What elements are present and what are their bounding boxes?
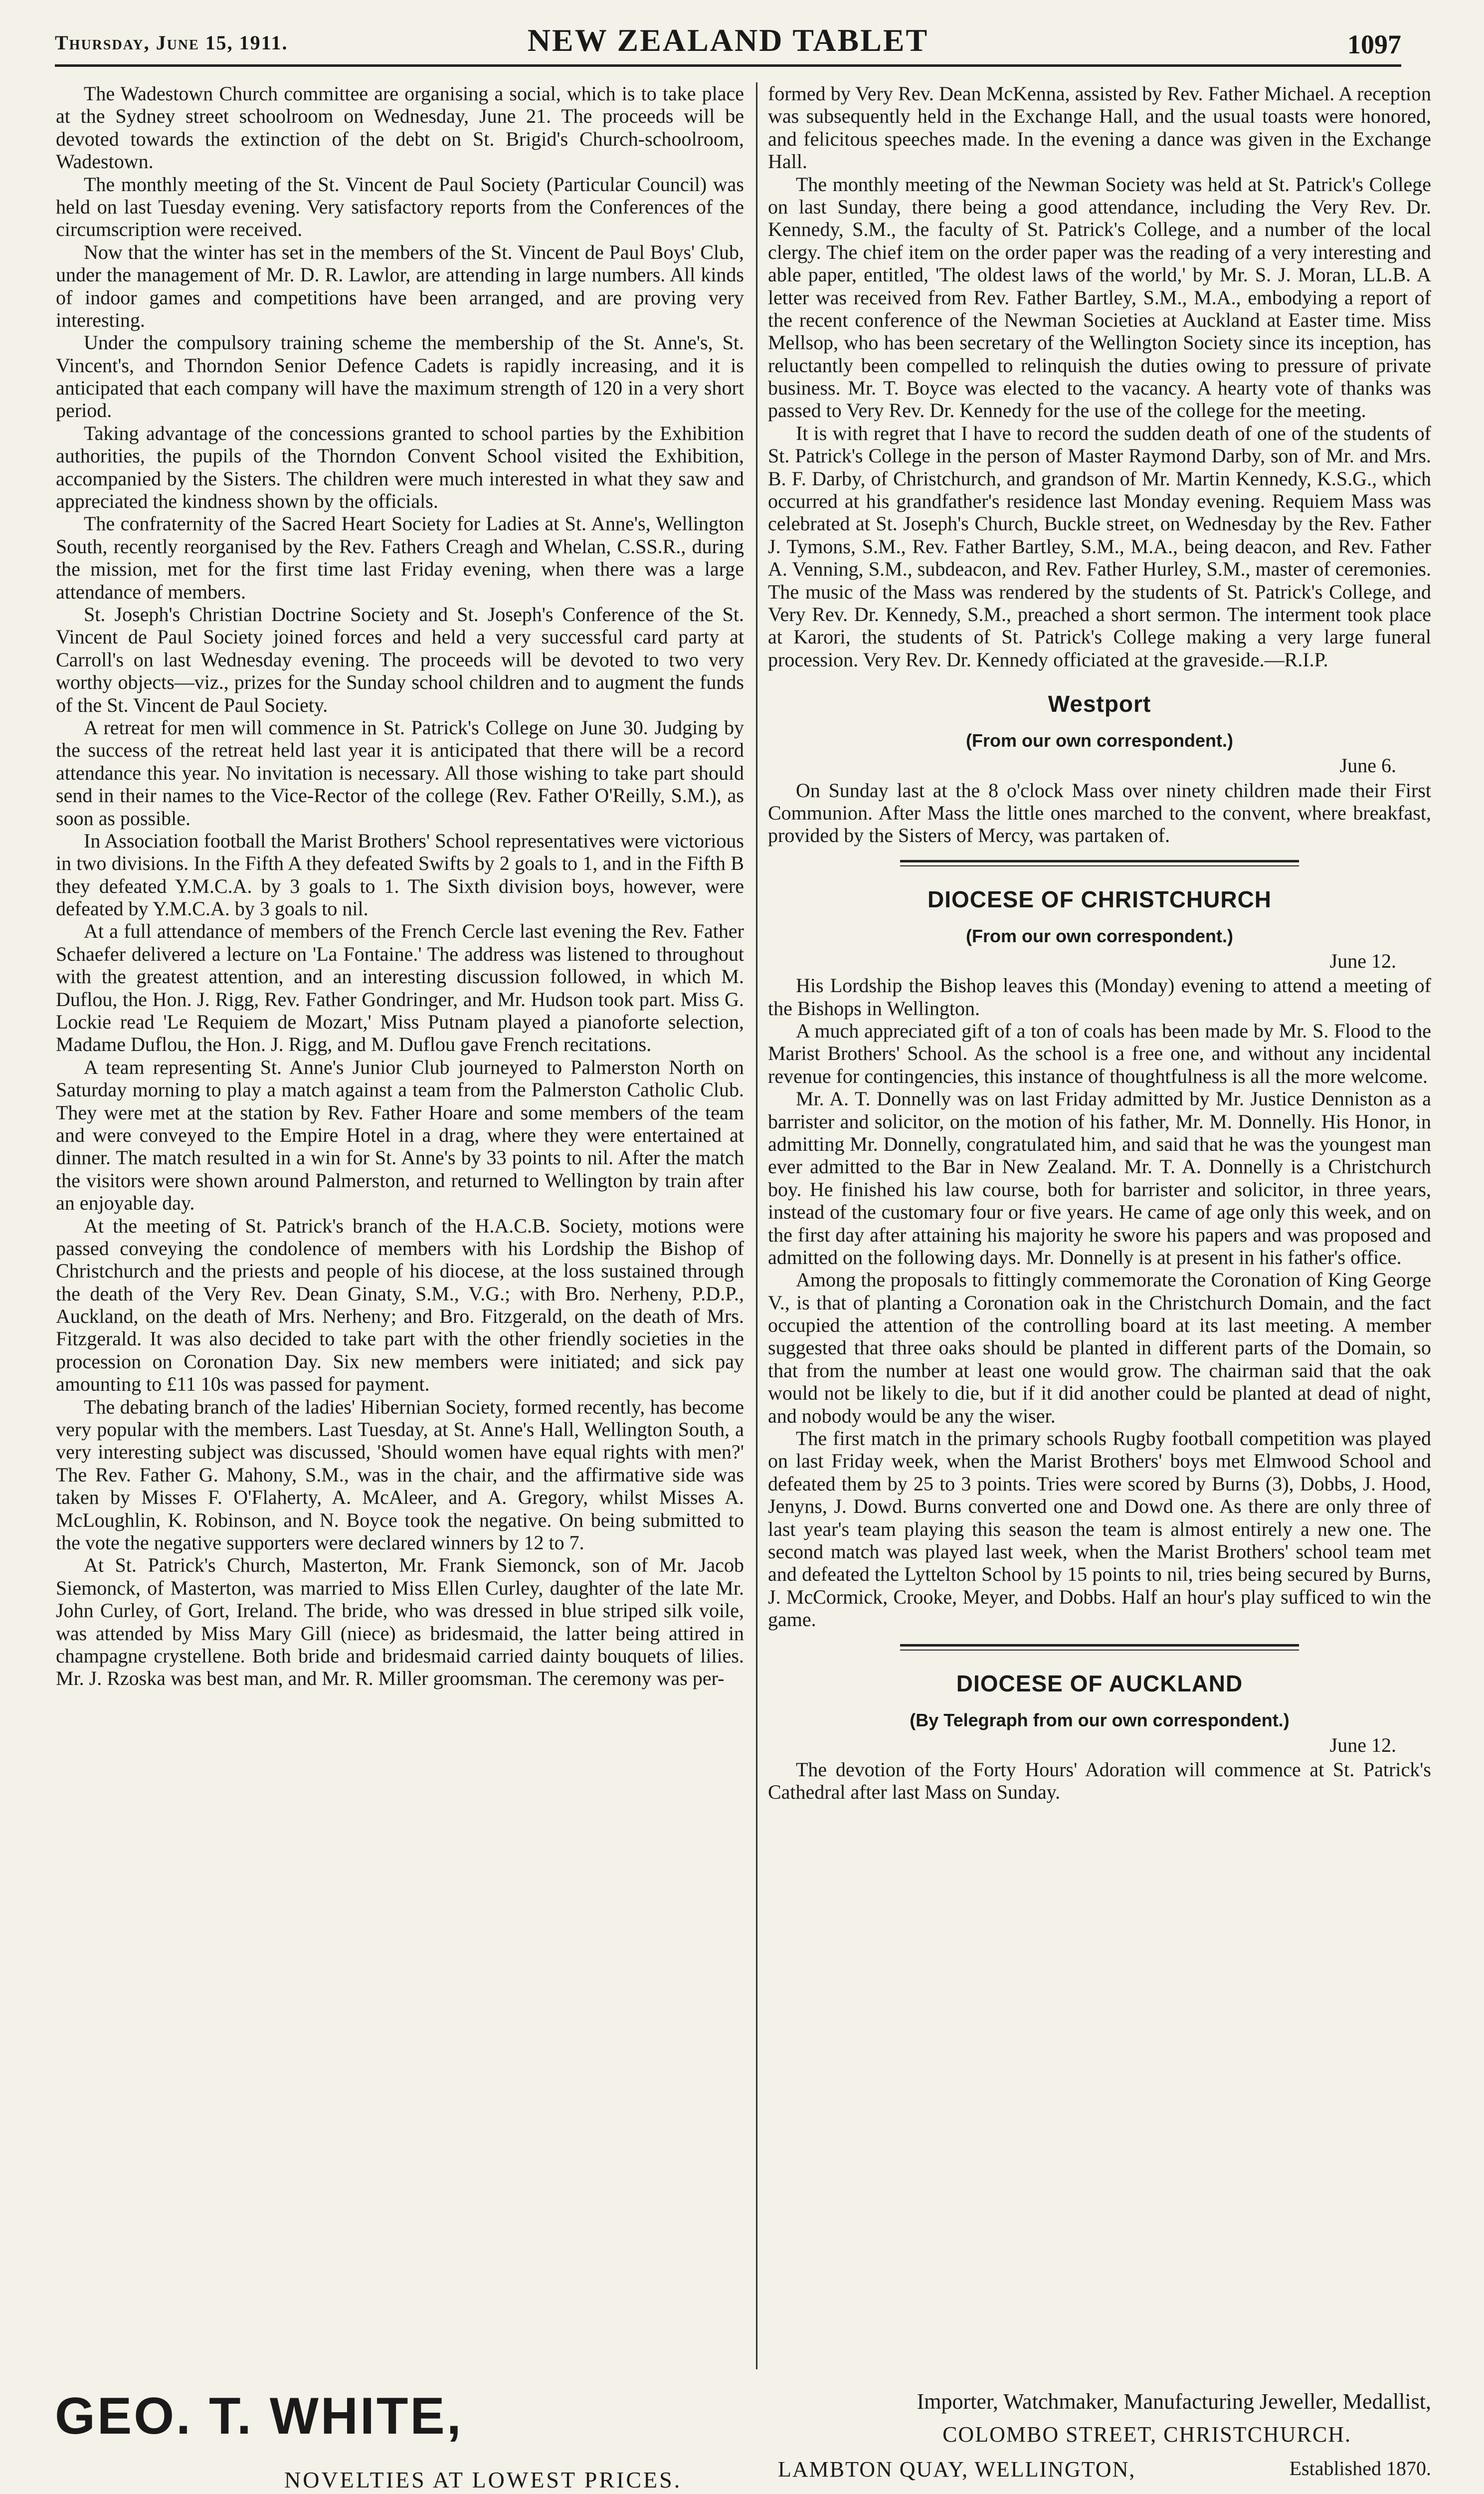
right-paragraph-3: It is with regret that I have to record the sudden death of one of the students of St. Patrick's College in the person of Master Raymond Darby, son of Mr. and Mrs. B. F. Darby, of Christchurch, and grandson of Mr. Martin Kennedy, K.S.G., which occurred at his grandfather's residence last Monday evening. Requiem Mass was celebrated at St. Joseph's Church, Buckle street, on Wednesday by the Rev. Father J. Tymons, S.M., Rev. Father Bartley, S.M., M.A., being deacon, and Rev. Father A. Venning, S.M., subdeacon, and Rev. Father Hurley, S.M., master of ceremonies. The music of the Mass was rendered by the students of St. Patrick's College, and Very Rev. Dr. Kennedy, S.M., preached a short sermon. The interment took place at Karori, the students of St. Patrick's College making a very large funeral procession. Very Rev. Dr. Kennedy officiated at the graveside.—R.I.P. <box>768 421 1431 671</box>
westport-body <box>768 779 1431 847</box>
christchurch-byline: (From our own correspondent.) <box>966 925 1233 946</box>
westport-date: June 6. <box>1339 754 1396 777</box>
continued-news <box>768 82 1431 671</box>
left-paragraph-2: The monthly meeting of the St. Vincent de Paul Society (Particular Council) was held on last Tuesday evening. Very satisfactory reports from the Conferences of the circumscription were received. <box>56 173 744 241</box>
auckland-paragraph-1: The devotion of the Forty Hours' Adoration will commence at St. Patrick's Cathedral after last Mass on Sunday. <box>768 1758 1431 1804</box>
left-paragraph-9: In Association football the Marist Brothers' School representatives were victorious in two divisions. In the Fifth A they defeated Swifts by 2 goals to 1, and in the Fifth B they defeated Y.M.C.A. by 3 goals to 1. The Sixth division boys, however, were defeated by Y.M.C.A. by 3 goals to nil. <box>56 829 744 920</box>
left-paragraph-14: At St. Patrick's Church, Masterton, Mr. Frank Siemonck, son of Mr. Jacob Siemonck, of Masterton, was married to Miss Ellen Curley, daughter of the late Mr. John Curley, of Gort, Ireland. The bride, who was dressed in blue striped silk voile, was attended by Miss Mary Gill (niece) as bridesmaid, the latter being attired in champagne crystellene. Both bride and bridesmaid carried dainty bouquets of lilies. Mr. J. Rzoska was best man, and Mr. R. Miller groomsman. The ceremony was per- <box>56 1554 744 1690</box>
christchurch-paragraph-1: His Lordship the Bishop leaves this (Monday) evening to attend a meeting of the Bishops in Wellington. <box>768 974 1431 1020</box>
advertiser-name: GEO. T. WHITE, <box>55 2387 463 2445</box>
christchurch-paragraph-4: Among the proposals to fittingly commemorate the Coronation of King George V., is that of planting a Coronation oak in the Christchurch Domain, and the fact occupied the attention of the controlling board at its last meeting. A member suggested that three oaks should be planted in different parts of the Domain, so that from the number at least one would grow. The chairman said that the oak would not be likely to die, but if it did another could be planted at dead of night, and nobody would be any the wiser. <box>768 1268 1431 1427</box>
westport-byline: (From our own correspondent.) <box>966 730 1233 751</box>
left-paragraph-7: St. Joseph's Christian Doctrine Society and St. Joseph's Conference of the St. Vincent de Paul Society joined forces and held a very successful card party at Carroll's on last Wednesday evening. The proceeds will be devoted to two very worthy objects—viz., prizes for the Sunday school children and to augment the funds of the St. Vincent de Paul Society. <box>56 603 744 716</box>
section-divider <box>900 1644 1299 1651</box>
left-paragraph-4: Under the compulsory training scheme the membership of the St. Anne's, St. Vincent's, and Thorndon Senior Defence Cadets is rapidly increasing, and it is anticipated that each company will have the maximum strength of 120 in a very short period. <box>56 331 744 422</box>
advertiser-address-wellington: LAMBTON QUAY, WELLINGTON, <box>778 2457 1136 2482</box>
auckland-date: June 12. <box>1329 1733 1396 1756</box>
left-paragraph-12: At the meeting of St. Patrick's branch of the H.A.C.B. Society, motions were passed conveying the condolence of members with his Lordship the Bishop of Christchurch and the priests and people of his diocese, at the loss sustained through the death of the Very Rev. Dean Ginaty, S.M., V.G.; with Bro. Nerheny, P.D.P., Auckland, on the death of Mrs. Nerheny; and Bro. Fitzgerald, on the death of Mrs. Fitzgerald. It was also decided to take part with the other friendly societies in the procession on Coronation Day. Six new members were initiated; and sick pay amounting to £11 10s was passed for payment. <box>56 1214 744 1396</box>
left-paragraph-8: A retreat for men will commence in St. Patrick's College on June 30. Judging by the success of the retreat held last year it is anticipated that there will be a record attendance this year. No invitation is necessary. All those wishing to take part should send in their names to the Vice-Rector of the college (Rev. Father O'Reilly, S.M.), as soon as possible. <box>56 716 744 830</box>
right-paragraph-1: formed by Very Rev. Dean McKenna, assisted by Rev. Father Michael. A reception was subsequently held in the Exchange Hall, and the usual toasts were honored, and felicitous speeches made. In the evening a dance was given in the Exchange Hall. <box>768 82 1431 173</box>
auckland-body <box>768 1758 1431 1804</box>
christchurch-paragraph-5: The first match in the primary schools Rugby football competition was played on last Friday week, when the Marist Brothers' boys met Elmwood School and defeated them by 25 to 3 points. Tries were scored by Burns (3), Dobbs, J. Hood, Jenyns, J. Dowd. Burns converted one and Dowd one. As there are only three of last year's team playing this season the team is almost entirely a new one. The second match was played last week, when the Marist Brothers' school team met and defeated the Lyttelton School by 15 points to nil, tries being secured by Burns, J. McCormick, Crooke, Meyer, and Dobbs. Half an hour's play sufficed to win the game. <box>768 1427 1431 1631</box>
column-divider <box>756 82 757 2369</box>
right-paragraph-2: The monthly meeting of the Newman Society was held at St. Patrick's College on last Sunday, there being a good attendance, including the Very Rev. Dr. Kennedy, S.M., the faculty of St. Patrick's College, and a number of the local clergy. The chief item on the order paper was the reading of a very interesting and able paper, entitled, 'The oldest laws of the world,' by Mr. S. J. Moran, LL.B. A letter was received from Rev. Father Bartley, S.M., M.A., embodying a report of the recent conference of the Newman Societies at Auckland at Easter time. Miss Mellsop, who has been secretary of the Wellington Society since its inception, has reluctantly been compelled to relinquish the duties owing to pressure of private business. Mr. T. Boyce was elected to the vacancy. A hearty vote of thanks was passed to Very Rev. Dr. Kennedy for the use of the college for the meeting. <box>768 173 1431 422</box>
christchurch-heading: DIOCESE OF CHRISTCHURCH <box>927 886 1272 912</box>
left-paragraph-3: Now that the winter has set in the members of the St. Vincent de Paul Boys' Club, under the management of Mr. D. R. Lawlor, are attending in large numbers. All kinds of indoor games and competitions have been arranged, and are proving very interesting. <box>56 240 744 331</box>
section-divider <box>900 860 1299 866</box>
page-number: 1097 <box>1347 29 1401 59</box>
left-paragraph-5: Taking advantage of the concessions granted to school parties by the Exhibition authorities, the pupils of the Thorndon Convent School visited the Exhibition, accompanied by the Sisters. The children were much interested in what they saw and appreciated the kindness shown by the officials. <box>56 421 744 513</box>
christchurch-body <box>768 974 1431 1631</box>
westport-heading: Westport <box>1048 691 1151 717</box>
auckland-byline: (By Telegraph from our own correspondent.) <box>910 1709 1290 1730</box>
issue-date: Thursday, June 15, 1911. <box>55 31 288 54</box>
advertiser-address-christchurch: COLOMBO STREET, CHRISTCHURCH. <box>942 2422 1351 2447</box>
left-paragraph-6: The confraternity of the Sacred Heart Society for Ladies at St. Anne's, Wellington South, recently reorganised by the Rev. Fathers Creagh and Whelan, C.SS.R., during the mission, met for the first time last Friday evening, when there was a large attendance of members. <box>56 512 744 603</box>
left-paragraph-13: The debating branch of the ladies' Hibernian Society, formed recently, has become very popular with the members. Last Tuesday, at St. Anne's Hall, Wellington South, a very interesting subject was discussed, 'Should women have equal rights with men?' The Rev. Father G. Mahony, S.M., was in the chair, and the affirmative side was taken by Misses F. O'Flaherty, A. McAleer, and A. Gregory, whilst Misses A. McLoughlin, K. Robinson, and N. Boyce took the negative. On being submitted to the vote the negative supporters were declared winners by 12 to 7. <box>56 1395 744 1554</box>
advertiser-established: Established 1870. <box>1289 2457 1431 2480</box>
advertisement-footer <box>55 2382 1431 2494</box>
advertiser-tagline: NOVELTIES AT LOWEST PRICES. <box>284 2467 682 2493</box>
page-header <box>55 12 1401 67</box>
westport-paragraph-1: On Sunday last at the 8 o'clock Mass over ninety children made their First Communion. After Mass the little ones marched to the convent, where breakfast, provided by the Sisters of Mercy, was partaken of. <box>768 779 1431 847</box>
header-rule <box>55 64 1401 67</box>
christchurch-paragraph-2: A much appreciated gift of a ton of coals has been made by Mr. S. Flood to the Marist Brothers' School. As the school is a free one, and without any incidental revenue for contingencies, this instance of thoughtfulness is all the more welcome. <box>768 1020 1431 1087</box>
left-paragraph-1: The Wadestown Church committee are organising a social, which is to take place at the Sydney street schoolroom on Wednesday, June 21. The proceeds will be devoted towards the extinction of the debt on St. Brigid's Church-schoolroom, Wadestown. <box>56 82 744 173</box>
christchurch-paragraph-3: Mr. A. T. Donnelly was on last Friday admitted by Mr. Justice Denniston as a barrister and solicitor, on the motion of his father, Mr. M. Donnelly. His Honor, in admitting Mr. Donnelly, congratulated him, and said that he was the youngest man ever admitted to the Bar in New Zealand. Mr. T. A. Donnelly is a Christchurch boy. He finished his law course, both for barrister and solicitor, in three years, instead of the customary four or five years. He came of age only this week, and on the first day after attaining his majority he swore his papers and was proposed and admitted on the following days. Mr. Donnelly is at present in his father's office. <box>768 1087 1431 1268</box>
left-column <box>56 82 744 2369</box>
masthead-title: NEW ZEALAND TABLET <box>527 22 929 58</box>
christchurch-date: June 12. <box>1329 949 1396 972</box>
advertiser-trades: Importer, Watchmaker, Manufacturing Jeweller, Medallist, <box>917 2389 1431 2414</box>
left-paragraph-11: A team representing St. Anne's Junior Club journeyed to Palmerston North on Saturday morning to play a match against a team from the Palmerston Catholic Club. They were met at the station by Rev. Father Hoare and some members of the team and were conveyed to the Empire Hotel in a drag, where they were entertained at dinner. The match resulted in a win for St. Anne's by 33 points to nil. After the match the visitors were shown around Palmerston, and returned to Wellington by train after an enjoyable day. <box>56 1055 744 1215</box>
auckland-heading: DIOCESE OF AUCKLAND <box>956 1670 1243 1696</box>
right-column <box>768 82 1431 2369</box>
left-paragraph-10: At a full attendance of members of the French Cercle last evening the Rev. Father Schaefer delivered a lecture on 'La Fontaine.' The address was listened to throughout with the greatest attention, and an interesting discussion followed, in which M. Duflou, the Hon. J. Rigg, Rev. Father Gondringer, and Mr. Hudson took part. Miss G. Lockie read 'Le Requiem de Mozart,' Miss Putnam played a pianoforte selection, Madame Duflou, the Hon. J. Rigg, and M. Duflou gave French recitations. <box>56 920 744 1056</box>
